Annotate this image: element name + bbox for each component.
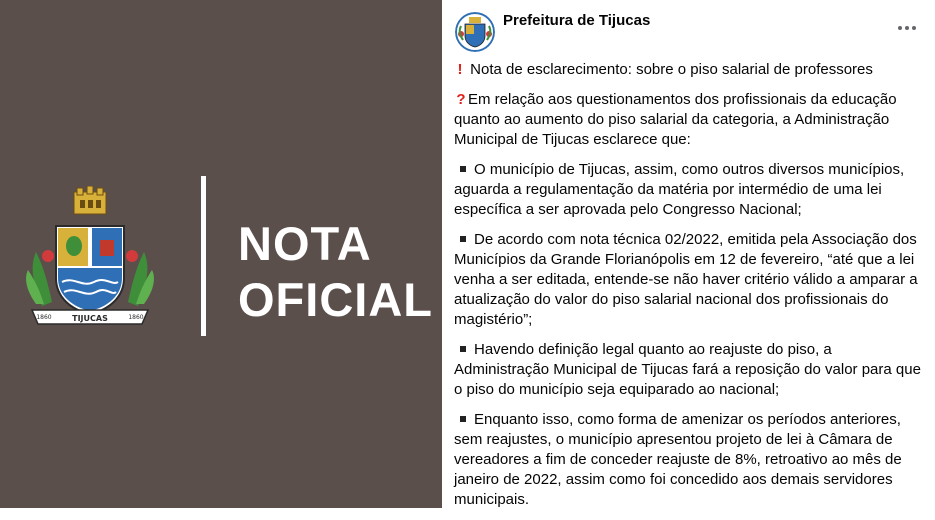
page-name-link[interactable]: Prefeitura de Tijucas (503, 12, 651, 29)
post-intro: Em relação aos questionamentos dos profissionais da educação quanto ao aumento do piso salarial da categoria, a Administração Municipal de Tijucas esclarece que: (454, 91, 897, 148)
bullet-icon (460, 346, 466, 352)
bullet-text: Havendo definição legal quanto ao reajuste do piso, a Administração Municipal de Tijucas fará a reposição do valor para que o piso do município seja equiparado ao nacional; (454, 341, 921, 398)
bullet-icon (460, 236, 466, 242)
bullet-text: Enquanto isso, como forma de amenizar os períodos anteriores, sem reajustes, o município apresentou projeto de lei à Câmara de vereadores a fim de conceder reajuste de 8%, retroativo ao mês de janeiro de 2022, assim como foi concedido aos demais servidores municipais. (454, 411, 902, 508)
headline-line-1: NOTA (238, 217, 372, 270)
exclamation-icon: ! (457, 61, 463, 78)
crest-year-right: 1860 (128, 314, 144, 321)
crest-year-left: 1860 (36, 314, 52, 321)
post-panel (442, 0, 935, 508)
bullet-paragraph (454, 340, 929, 400)
bullet-icon (460, 166, 466, 172)
coat-of-arms-icon (22, 186, 158, 332)
vertical-divider (201, 176, 206, 336)
crest-avatar-icon (455, 12, 495, 52)
post-image[interactable] (0, 0, 442, 508)
bullet-text: O município de Tijucas, assim, como outros diversos municípios, aguarda a regulamentação da matéria por intermédio de uma lei específica a ser aprovada pelo Congresso Nacional; (454, 161, 905, 218)
bullet-text: De acordo com nota técnica 02/2022, emitida pela Associação dos Municípios da Grande Florianópolis em 12 de fevereiro, “até que a lei venha a ser editada, entende-se não haver critério válido a amparar a atualização do valor do piso salarial nacional dos profissionais do magistério”; (454, 231, 918, 328)
post-text (454, 60, 929, 520)
more-options-icon (898, 26, 902, 30)
headline-line-2: OFICIAL (238, 273, 433, 326)
more-options-button[interactable] (894, 18, 920, 38)
post-title-paragraph (454, 60, 929, 80)
page-avatar[interactable] (455, 12, 495, 52)
question-icon: ? (456, 91, 466, 108)
crest-motto: TIJUCAS (72, 314, 108, 323)
post-title: Nota de esclarecimento: sobre o piso salarial de professores (470, 61, 873, 78)
bullet-paragraph (454, 410, 929, 510)
bullet-paragraph (454, 230, 929, 330)
bullet-icon (460, 416, 466, 422)
bullet-paragraph (454, 160, 929, 220)
image-headline (238, 216, 433, 328)
post-intro-paragraph (454, 90, 929, 150)
